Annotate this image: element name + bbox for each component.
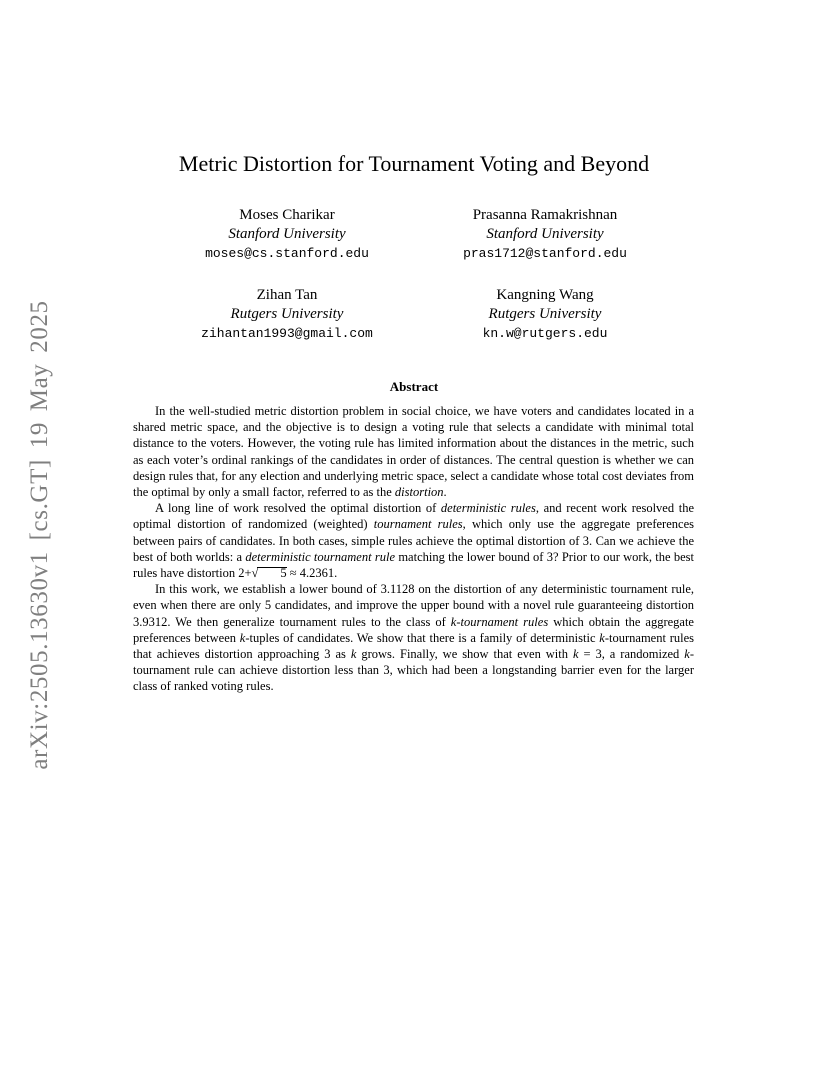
author-affiliation: Stanford University (228, 226, 346, 242)
author-affiliation: Stanford University (486, 226, 604, 242)
abstract-paragraph: In the well-studied metric distortion problem in social choice, we have voters and candidates located in a shared metric space, and the objective is to design a voting rule that selects a candidate with minimal total distance to the voters. However, the voting rule has limited information about the distances in the metric, such as each voter’s ordinal rankings of the candidates in order of distances. The central question is whether we can design rules that, for any election and underlying metric space, select a candidate whose total cost deviates from the optimal by only a small factor, referred to as the distortion. (133, 404, 694, 500)
author-email: moses@cs.stanford.edu (205, 246, 369, 261)
arxiv-identifier-stamp: arXiv:2505.13630v1 [cs.GT] 19 May 2025 (26, 300, 53, 770)
abstract-paragraph: In this work, we establish a lower bound of 3.1128 on the distortion of any deterministic tournament rule, even when there are only 5 candidates, and improve the upper bound with a novel rule guaranteeing distortion 3.9312. We then generalize tournament rules to the class of k-tournament rules which obtain the aggregate preferences between k-tuples of candidates. We show that there is a family of deterministic k-tournament rules that achieves distortion approaching 3 as k grows. Finally, we show that even with k = 3, a randomized k-tournament rule can achieve distortion less than 3, which had been a longstanding barrier even for the larger class of ranked voting rules. (133, 582, 694, 694)
paper-title: Metric Distortion for Tournament Voting and Beyond (178, 151, 650, 176)
author-block (425, 206, 665, 263)
author-name: Kangning Wang (496, 287, 594, 303)
abstract-heading: Abstract (389, 379, 439, 394)
sqrt-symbol: √ (251, 566, 259, 581)
abstract-paragraph: A long line of work resolved the optimal distortion of deterministic rules, and recent work resolved the optimal distortion of randomized (weighted) tournament rules, which only use the aggregate preferences between pairs of candidates. In both cases, simple rules achieve the optimal distortion of 3. Can we achieve the best of both worlds: a deterministic tournament rule matching the lower bound of 3? Prior to our work, the best rules have distortion 2+√ 5 ≈ 4.2361. (133, 501, 695, 581)
author-affiliation: Rutgers University (488, 306, 602, 322)
author-name: Prasanna Ramakrishnan (472, 207, 618, 223)
author-block (167, 286, 407, 343)
author-block (425, 286, 665, 343)
sqrt-argument: 5 (257, 567, 286, 579)
author-affiliation: Rutgers University (230, 306, 344, 322)
abstract-body (133, 403, 694, 695)
author-name: Zihan Tan (256, 287, 318, 303)
author-name: Moses Charikar (239, 207, 335, 223)
author-block (167, 206, 407, 263)
author-email: zihantan1993@gmail.com (201, 326, 373, 341)
author-email: kn.w@rutgers.edu (482, 326, 608, 341)
author-email: pras1712@stanford.edu (463, 246, 627, 261)
